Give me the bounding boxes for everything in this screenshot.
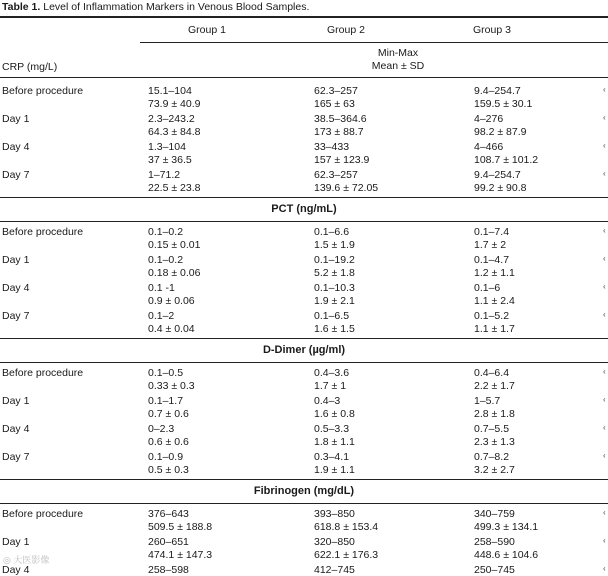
mean-cell: 99.2 ± 90.8 <box>474 182 527 194</box>
range-cell: 0.4–3.6 <box>314 367 350 379</box>
mean-cell: 1.7 ± 1 <box>314 380 347 392</box>
range-cell: 0.4–3 <box>314 395 341 407</box>
range-cell: 0.1–0.2 <box>148 226 184 238</box>
range-cell: 62.3–257 <box>314 169 358 181</box>
crp-section-label: CRP (mg/L) <box>2 61 58 73</box>
range-cell: 9.4–254.7 <box>474 85 521 97</box>
mean-cell: 5.2 ± 1.8 <box>314 267 355 279</box>
range-cell: 0.7–5.5 <box>474 423 510 435</box>
row-label: Day 1 <box>2 113 30 125</box>
range-cell: 0.1–4.7 <box>474 254 510 266</box>
mean-cell: 0.6 ± 0.6 <box>148 436 189 448</box>
mean-cell: 474.1 ± 147.3 <box>148 549 213 561</box>
row-marker-icon: ‹ <box>603 226 606 235</box>
row-marker-icon: ‹ <box>603 254 606 263</box>
group-2-header: Group 2 <box>327 24 365 36</box>
mean-cell: 0.15 ± 0.01 <box>148 239 201 251</box>
mean-cell: 1.6 ± 1.5 <box>314 323 355 335</box>
range-cell: 4–466 <box>474 141 504 153</box>
mean-cell: 0.4 ± 0.04 <box>148 323 195 335</box>
row-marker-icon: ‹ <box>603 113 606 122</box>
mean-cell: 448.6 ± 104.6 <box>474 549 539 561</box>
range-cell: 62.3–257 <box>314 85 358 97</box>
range-cell: 0.7–8.2 <box>474 451 510 463</box>
mean-cell: 98.2 ± 87.9 <box>474 126 527 138</box>
range-cell: 258–598 <box>148 564 189 576</box>
range-cell: 9.4–254.7 <box>474 169 521 181</box>
row-label: Day 1 <box>2 254 30 266</box>
row-label: Before procedure <box>2 508 84 520</box>
range-cell: 2.3–243.2 <box>148 113 195 125</box>
range-cell: 0.1–5.2 <box>474 310 510 322</box>
section-rule-top <box>0 197 608 198</box>
row-label: Day 7 <box>2 310 30 322</box>
mean-cell: 64.3 ± 84.8 <box>148 126 201 138</box>
group-3-header: Group 3 <box>473 24 511 36</box>
range-cell: 1–71.2 <box>148 169 181 181</box>
range-cell: 340–759 <box>474 508 515 520</box>
range-cell: 1–5.7 <box>474 395 501 407</box>
mean-cell: 1.7 ± 2 <box>474 239 507 251</box>
range-cell: 0.3–4.1 <box>314 451 350 463</box>
top-rule <box>0 16 608 18</box>
range-cell: 250–745 <box>474 564 515 576</box>
mean-cell: 1.1 ± 1.7 <box>474 323 515 335</box>
mean-cell: 159.5 ± 30.1 <box>474 98 533 110</box>
mean-cell: 165 ± 63 <box>314 98 355 110</box>
mean-cell: 2.3 ± 1.3 <box>474 436 515 448</box>
mean-cell: 3.2 ± 2.7 <box>474 464 515 476</box>
section-title: D-Dimer (µg/ml) <box>262 344 346 356</box>
range-cell: 0.1–2 <box>148 310 175 322</box>
range-cell: 412–745 <box>314 564 355 576</box>
mean-cell: 0.7 ± 0.6 <box>148 408 189 420</box>
row-label: Day 1 <box>2 536 30 548</box>
row-label: Day 1 <box>2 395 30 407</box>
stat-line-2: Mean ± SD <box>371 60 425 72</box>
table-caption <box>2 1 309 13</box>
mean-cell: 2.2 ± 1.7 <box>474 380 515 392</box>
row-label: Before procedure <box>2 85 84 97</box>
range-cell: 0.1–6.6 <box>314 226 350 238</box>
mean-cell: 173 ± 88.7 <box>314 126 364 138</box>
mean-cell: 0.5 ± 0.3 <box>148 464 189 476</box>
mean-cell: 22.5 ± 23.8 <box>148 182 201 194</box>
row-marker-icon: ‹ <box>603 536 606 545</box>
range-cell: 0.1–10.3 <box>314 282 355 294</box>
watermark: ◎ 大医影像 <box>3 555 50 565</box>
section-title: PCT (ng/mL) <box>271 203 337 215</box>
section-title: Fibrinogen (mg/dL) <box>253 485 355 497</box>
range-cell: 0.1–7.4 <box>474 226 510 238</box>
section-rule-top <box>0 338 608 339</box>
range-cell: 0.1–19.2 <box>314 254 355 266</box>
range-cell: 0.1 -1 <box>148 282 175 294</box>
mean-cell: 0.33 ± 0.3 <box>148 380 195 392</box>
mean-cell: 1.1 ± 2.4 <box>474 295 515 307</box>
range-cell: 0.1–6.5 <box>314 310 350 322</box>
section-rule-bottom <box>0 221 608 222</box>
row-marker-icon: ‹ <box>603 564 606 573</box>
mean-cell: 73.9 ± 40.9 <box>148 98 201 110</box>
range-cell: 0.1–6 <box>474 282 501 294</box>
row-label: Day 7 <box>2 451 30 463</box>
mean-cell: 0.9 ± 0.06 <box>148 295 195 307</box>
range-cell: 0.1–0.9 <box>148 451 184 463</box>
range-cell: 1.3–104 <box>148 141 186 153</box>
range-cell: 0.1–0.5 <box>148 367 184 379</box>
mean-cell: 0.18 ± 0.06 <box>148 267 201 279</box>
row-label: Before procedure <box>2 226 84 238</box>
mean-cell: 1.2 ± 1.1 <box>474 267 515 279</box>
range-cell: 260–651 <box>148 536 189 548</box>
table-caption-label: Table 1. <box>2 1 41 13</box>
header-rule <box>140 42 608 43</box>
range-cell: 38.5–364.6 <box>314 113 367 125</box>
row-label: Day 4 <box>2 282 30 294</box>
mean-cell: 2.8 ± 1.8 <box>474 408 515 420</box>
range-cell: 0.5–3.3 <box>314 423 350 435</box>
row-marker-icon: ‹ <box>603 395 606 404</box>
stat-line-1: Min-Max <box>377 47 419 59</box>
mean-cell: 37 ± 36.5 <box>148 154 192 166</box>
mean-cell: 618.8 ± 153.4 <box>314 521 379 533</box>
row-marker-icon: ‹ <box>603 85 606 94</box>
row-marker-icon: ‹ <box>603 310 606 319</box>
range-cell: 4–276 <box>474 113 504 125</box>
section-rule-top <box>0 479 608 480</box>
row-marker-icon: ‹ <box>603 169 606 178</box>
mean-cell: 1.5 ± 1.9 <box>314 239 355 251</box>
mean-cell: 157 ± 123.9 <box>314 154 370 166</box>
row-marker-icon: ‹ <box>603 423 606 432</box>
mean-cell: 139.6 ± 72.05 <box>314 182 379 194</box>
row-marker-icon: ‹ <box>603 367 606 376</box>
mean-cell: 622.1 ± 176.3 <box>314 549 379 561</box>
range-cell: 376–643 <box>148 508 189 520</box>
row-label: Before procedure <box>2 367 84 379</box>
crp-rule <box>0 77 608 78</box>
mean-cell: 499.3 ± 134.1 <box>474 521 539 533</box>
range-cell: 33–433 <box>314 141 350 153</box>
row-marker-icon: ‹ <box>603 282 606 291</box>
row-marker-icon: ‹ <box>603 508 606 517</box>
range-cell: 0.1–0.2 <box>148 254 184 266</box>
range-cell: 0–2.3 <box>148 423 175 435</box>
section-rule-bottom <box>0 362 608 363</box>
row-label: Day 7 <box>2 169 30 181</box>
mean-cell: 1.8 ± 1.1 <box>314 436 355 448</box>
mean-cell: 1.9 ± 2.1 <box>314 295 355 307</box>
row-label: Day 4 <box>2 141 30 153</box>
range-cell: 0.1–1.7 <box>148 395 184 407</box>
range-cell: 320–850 <box>314 536 355 548</box>
mean-cell: 1.6 ± 0.8 <box>314 408 355 420</box>
row-label: Day 4 <box>2 564 30 576</box>
table-caption-text: Level of Inflammation Markers in Venous Blood Samples. <box>43 1 310 13</box>
section-rule-bottom <box>0 503 608 504</box>
row-marker-icon: ‹ <box>603 451 606 460</box>
row-marker-icon: ‹ <box>603 141 606 150</box>
group-1-header: Group 1 <box>188 24 226 36</box>
mean-cell: 1.9 ± 1.1 <box>314 464 355 476</box>
range-cell: 15.1–104 <box>148 85 192 97</box>
range-cell: 0.4–6.4 <box>474 367 510 379</box>
range-cell: 258–590 <box>474 536 515 548</box>
range-cell: 393–850 <box>314 508 355 520</box>
mean-cell: 509.5 ± 188.8 <box>148 521 213 533</box>
row-label: Day 4 <box>2 423 30 435</box>
mean-cell: 108.7 ± 101.2 <box>474 154 539 166</box>
